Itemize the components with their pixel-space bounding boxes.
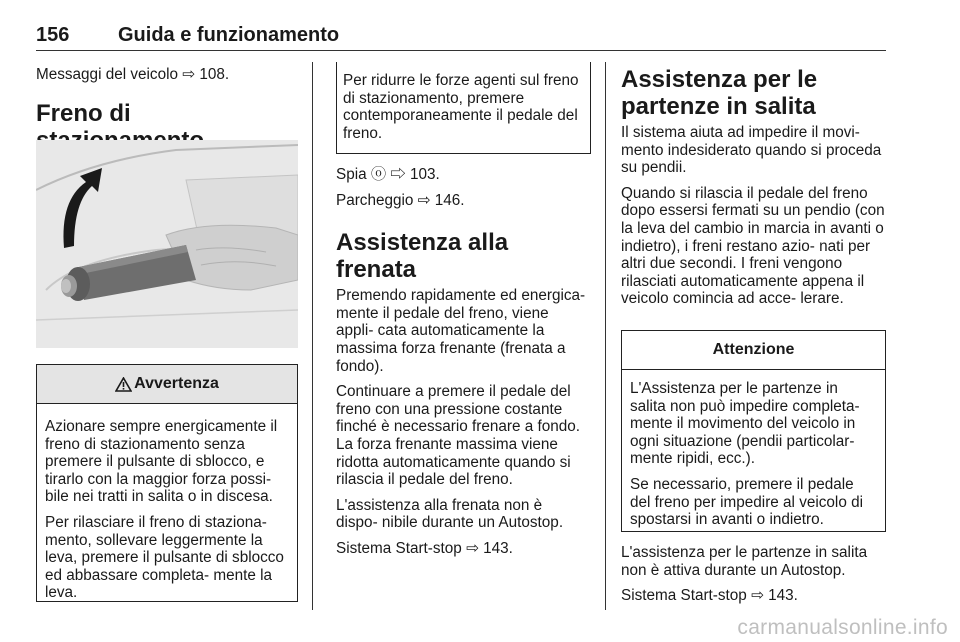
- note-paragraph: Per ridurre le forze agenti sul freno di stazionamento, premere contemporaneamente il pedale del freno.: [343, 72, 579, 142]
- ref-line[interactable]: Messaggi del veicolo ⇨ 108.: [36, 66, 230, 83]
- section-heading: Assistenza per le partenze in salita: [621, 66, 818, 120]
- ref-parcheggio[interactable]: Parcheggio ⇨ 146.: [336, 191, 465, 209]
- body-paragraph: L'assistenza per le partenze in salita non è attiva durante un Autostop.: [621, 544, 868, 579]
- body-paragraph: Continuare a premere il pedale del freno con una pressione costante finché è necessario frenare a fondo. La forza frenante massima viene ridotta automaticamente quando si rilascia il pedale del freno.: [336, 383, 581, 489]
- note-box-body: [337, 62, 590, 142]
- caution-paragraph: L'Assistenza per le partenze in salita non può impedire completa- mente il movimento del veicolo in ogni situazione (pendii particolar- mente ripidi, ecc.).: [630, 380, 860, 468]
- column-3-footer: [621, 544, 886, 613]
- body-paragraph: Premendo rapidamente ed energica- mente il pedale del freno, viene appli- cata automaticamente la massima forza frenante (frenata a fondo).: [336, 287, 586, 375]
- column-2: [336, 166, 588, 566]
- warning-box-header: [37, 365, 297, 404]
- warning-box: [36, 364, 298, 602]
- chapter-title: Guida e funzionamento: [118, 24, 340, 46]
- warning-body: [37, 404, 297, 602]
- header-rule: [36, 50, 886, 51]
- watermark: carmanualsonline.info: [737, 616, 948, 639]
- parking-brake-illustration: [36, 140, 298, 348]
- column-3: [621, 66, 886, 316]
- warning-title: Avvertenza: [134, 375, 219, 392]
- page-number: 156: [36, 24, 70, 46]
- warning-paragraph: Azionare sempre energicamente il freno di stazionamento senza premere il pulsante di sblocco, e tirarlo con la maggior forza possi- bile nei tratti in salita o in discesa.: [45, 418, 278, 506]
- page-header: [36, 24, 886, 50]
- warning-paragraph: Per rilasciare il freno di staziona- mento, sollevare leggermente la leva, premere il pulsante di sblocco ed abbassare completa- mente la leva.: [45, 513, 284, 602]
- ref-start-stop[interactable]: Sistema Start-stop ⇨ 143.: [336, 539, 513, 557]
- note-box: [336, 62, 591, 154]
- ref-spia[interactable]: Spia ⓞ ⇨ 103.: [336, 166, 440, 183]
- section-heading: Freno di: [36, 99, 131, 127]
- column-divider: [312, 62, 313, 610]
- section-heading: Assistenza alla frenata: [336, 229, 509, 284]
- column-divider: [605, 62, 606, 610]
- caution-body: [622, 370, 885, 529]
- caution-paragraph: Se necessario, premere il pedale del freno per impedire al veicolo di spostarsi in avanti o indietro.: [630, 475, 863, 529]
- caution-title: Attenzione: [712, 341, 795, 358]
- body-paragraph: Il sistema aiuta ad impedire il movi- mento indesiderato quando si proceda su pendii.: [621, 124, 882, 177]
- warning-triangle-icon: [115, 377, 132, 392]
- caution-box: [621, 330, 886, 532]
- caution-box-header: [622, 331, 885, 370]
- body-paragraph: L'assistenza alla frenata non è dispo- nibile durante un Autostop.: [336, 496, 564, 532]
- parking-brake-lever-image: [36, 140, 298, 348]
- ref-start-stop[interactable]: Sistema Start-stop ⇨ 143.: [621, 587, 798, 605]
- body-paragraph: Quando si rilascia il pedale del freno dopo essersi fermati su un pendio (con la leva del cambio in marcia in avanti o indietro), i freni restano azio- nati per altri due secondi. I freni vengono rilasciati automaticamente appena il veicolo comincia ad acce- lerare.: [621, 184, 885, 308]
